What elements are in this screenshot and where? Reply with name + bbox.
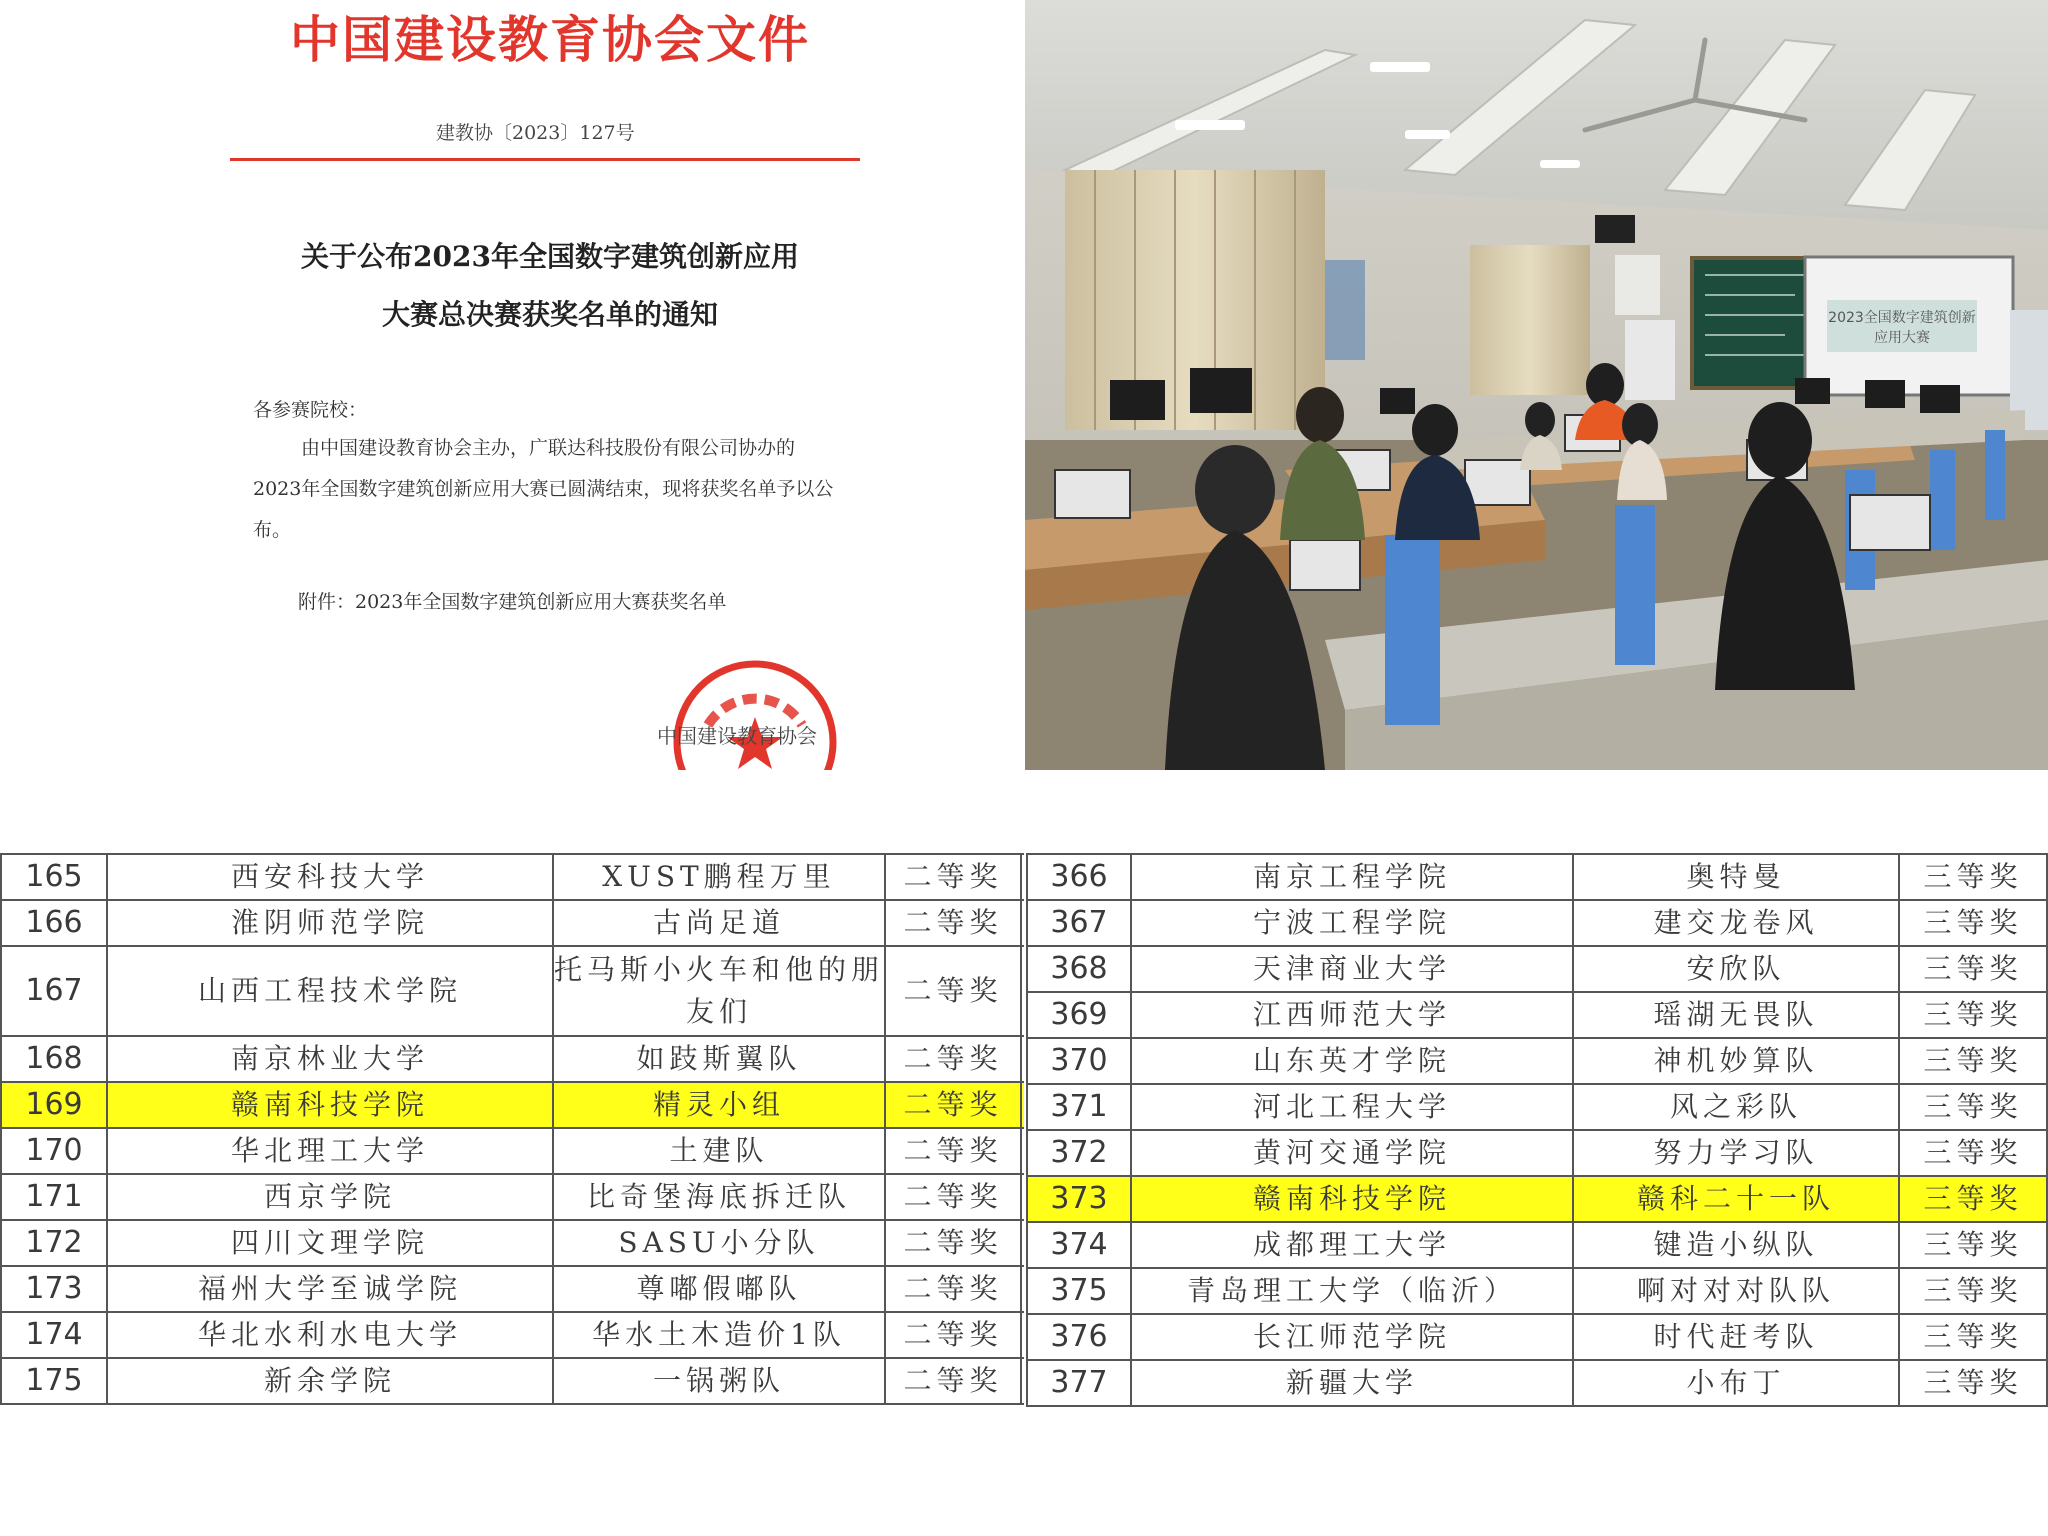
award-table-left	[0, 853, 1024, 1405]
row-number: 375	[1028, 1269, 1132, 1313]
official-seal-icon	[668, 655, 843, 770]
table-row	[1028, 947, 2048, 993]
document-red-rule	[230, 158, 860, 161]
document-title-line-2: 大赛总决赛获奖名单的通知	[381, 298, 718, 331]
school-name: 宁波工程学院	[1132, 901, 1574, 945]
row-number: 174	[2, 1313, 108, 1357]
award-level: 二等奖	[886, 1267, 1022, 1311]
table-row	[2, 1221, 1024, 1267]
award-level: 二等奖	[886, 1083, 1022, 1127]
row-number: 376	[1028, 1315, 1132, 1359]
award-level: 三等奖	[1900, 855, 2048, 899]
award-table-right	[1026, 853, 2048, 1407]
row-number: 373	[1028, 1177, 1132, 1221]
team-name: 华水土木造价1队	[554, 1313, 886, 1357]
award-level: 三等奖	[1900, 1131, 2048, 1175]
award-level: 三等奖	[1900, 1223, 2048, 1267]
table-row	[2, 1129, 1024, 1175]
row-number: 172	[2, 1221, 108, 1265]
row-number: 170	[2, 1129, 108, 1173]
row-number: 173	[2, 1267, 108, 1311]
school-name: 淮阴师范学院	[108, 901, 554, 945]
document-page	[0, 0, 1025, 770]
table-row	[1028, 1223, 2048, 1269]
school-name: 福州大学至诚学院	[108, 1267, 554, 1311]
notice-document	[0, 0, 1025, 770]
document-header: 中国建设教育协会文件	[290, 10, 810, 69]
competition-room-photo	[1025, 0, 2048, 770]
document-number: 建教协〔2023〕127号	[436, 122, 635, 144]
school-name: 黄河交通学院	[1132, 1131, 1574, 1175]
row-number: 377	[1028, 1361, 1132, 1405]
school-name: 青岛理工大学（临沂）	[1132, 1269, 1574, 1313]
award-level: 三等奖	[1900, 993, 2048, 1037]
row-number: 372	[1028, 1131, 1132, 1175]
award-level: 三等奖	[1900, 1039, 2048, 1083]
table-row	[1028, 855, 2048, 901]
school-name: 南京林业大学	[108, 1037, 554, 1081]
classroom-illustration	[1025, 0, 2048, 770]
document-salutation: 各参赛院校：	[253, 399, 368, 421]
award-level: 二等奖	[886, 901, 1022, 945]
document-title-line-1: 关于公布2023年全国数字建筑创新应用	[301, 240, 799, 273]
school-name: 新疆大学	[1132, 1361, 1574, 1405]
award-level: 三等奖	[1900, 1177, 2048, 1221]
school-name: 江西师范大学	[1132, 993, 1574, 1037]
school-name: 河北工程大学	[1132, 1085, 1574, 1129]
row-number: 371	[1028, 1085, 1132, 1129]
team-name: 古尚足道	[554, 901, 886, 945]
team-name: 托马斯小火车和他的朋友们	[554, 947, 886, 1035]
table-row	[2, 901, 1024, 947]
row-number: 367	[1028, 901, 1132, 945]
team-name: 比奇堡海底拆迁队	[554, 1175, 886, 1219]
team-name: 瑶湖无畏队	[1574, 993, 1900, 1037]
table-row	[2, 1037, 1024, 1083]
team-name: 小布丁	[1574, 1361, 1900, 1405]
table-row-highlighted	[1028, 1177, 2048, 1223]
document-body: 由中国建设教育协会主办，广联达科技股份有限公司协办的2023年全国数字建筑创新应用大赛已圆满结束，现将获奖名单予以公布。	[253, 437, 834, 541]
team-name: 土建队	[554, 1129, 886, 1173]
table-row	[2, 1313, 1024, 1359]
school-name: 四川文理学院	[108, 1221, 554, 1265]
award-level: 三等奖	[1900, 1085, 2048, 1129]
team-name: SASU小分队	[554, 1221, 886, 1265]
row-number: 165	[2, 855, 108, 899]
award-level: 二等奖	[886, 1359, 1022, 1403]
school-name: 赣南科技学院	[1132, 1177, 1574, 1221]
school-name: 西安科技大学	[108, 855, 554, 899]
projector-screen-text-line-1: 2023全国数字建筑创新	[1828, 310, 1976, 326]
team-name: 建交龙卷风	[1574, 901, 1900, 945]
team-name: 安欣队	[1574, 947, 1900, 991]
school-name: 山东英才学院	[1132, 1039, 1574, 1083]
table-row	[2, 1175, 1024, 1221]
row-number: 374	[1028, 1223, 1132, 1267]
award-level: 三等奖	[1900, 901, 2048, 945]
team-name: 风之彩队	[1574, 1085, 1900, 1129]
table-row	[2, 1267, 1024, 1313]
table-row-highlighted	[2, 1083, 1024, 1129]
table-row	[1028, 993, 2048, 1039]
team-name: 神机妙算队	[1574, 1039, 1900, 1083]
school-name: 长江师范学院	[1132, 1315, 1574, 1359]
school-name: 山西工程技术学院	[108, 947, 554, 1035]
school-name: 新余学院	[108, 1359, 554, 1403]
team-name: XUST鹏程万里	[554, 855, 886, 899]
team-name: 精灵小组	[554, 1083, 886, 1127]
award-level: 三等奖	[1900, 947, 2048, 991]
row-number: 169	[2, 1083, 108, 1127]
row-number: 167	[2, 947, 108, 1035]
table-row	[1028, 1085, 2048, 1131]
award-level: 二等奖	[886, 947, 1022, 1035]
row-number: 368	[1028, 947, 1132, 991]
table-row	[2, 855, 1024, 901]
school-name: 赣南科技学院	[108, 1083, 554, 1127]
award-level: 二等奖	[886, 1037, 1022, 1081]
award-level: 二等奖	[886, 855, 1022, 899]
award-level: 二等奖	[886, 1221, 1022, 1265]
team-name: 尊嘟假嘟队	[554, 1267, 886, 1311]
team-name: 键造小纵队	[1574, 1223, 1900, 1267]
table-row	[2, 947, 1024, 1037]
table-row	[1028, 1269, 2048, 1315]
team-name: 努力学习队	[1574, 1131, 1900, 1175]
team-name: 如跂斯翼队	[554, 1037, 886, 1081]
row-number: 366	[1028, 855, 1132, 899]
projector-screen-text-line-2: 应用大赛	[1874, 330, 1930, 346]
award-level: 三等奖	[1900, 1315, 2048, 1359]
team-name: 赣科二十一队	[1574, 1177, 1900, 1221]
team-name: 啊对对对队队	[1574, 1269, 1900, 1313]
row-number: 171	[2, 1175, 108, 1219]
document-attachment: 附件：2023年全国数字建筑创新应用大赛获奖名单	[298, 591, 727, 613]
table-row	[1028, 1039, 2048, 1085]
award-level: 二等奖	[886, 1313, 1022, 1357]
team-name: 一锅粥队	[554, 1359, 886, 1403]
row-number: 166	[2, 901, 108, 945]
school-name: 华北理工大学	[108, 1129, 554, 1173]
table-row	[1028, 1361, 2048, 1407]
row-number: 370	[1028, 1039, 1132, 1083]
table-row	[1028, 1315, 2048, 1361]
table-row	[1028, 901, 2048, 947]
table-row	[1028, 1131, 2048, 1177]
school-name: 天津商业大学	[1132, 947, 1574, 991]
row-number: 369	[1028, 993, 1132, 1037]
seal-organization: 中国建设教育协会	[657, 724, 817, 748]
team-name: 时代赶考队	[1574, 1315, 1900, 1359]
school-name: 成都理工大学	[1132, 1223, 1574, 1267]
school-name: 西京学院	[108, 1175, 554, 1219]
award-level: 三等奖	[1900, 1269, 2048, 1313]
document-title	[240, 228, 860, 344]
school-name: 华北水利水电大学	[108, 1313, 554, 1357]
award-level: 二等奖	[886, 1129, 1022, 1173]
row-number: 168	[2, 1037, 108, 1081]
table-row	[2, 1359, 1024, 1405]
row-number: 175	[2, 1359, 108, 1403]
award-level: 三等奖	[1900, 1361, 2048, 1405]
school-name: 南京工程学院	[1132, 855, 1574, 899]
team-name: 奥特曼	[1574, 855, 1900, 899]
award-level: 二等奖	[886, 1175, 1022, 1219]
